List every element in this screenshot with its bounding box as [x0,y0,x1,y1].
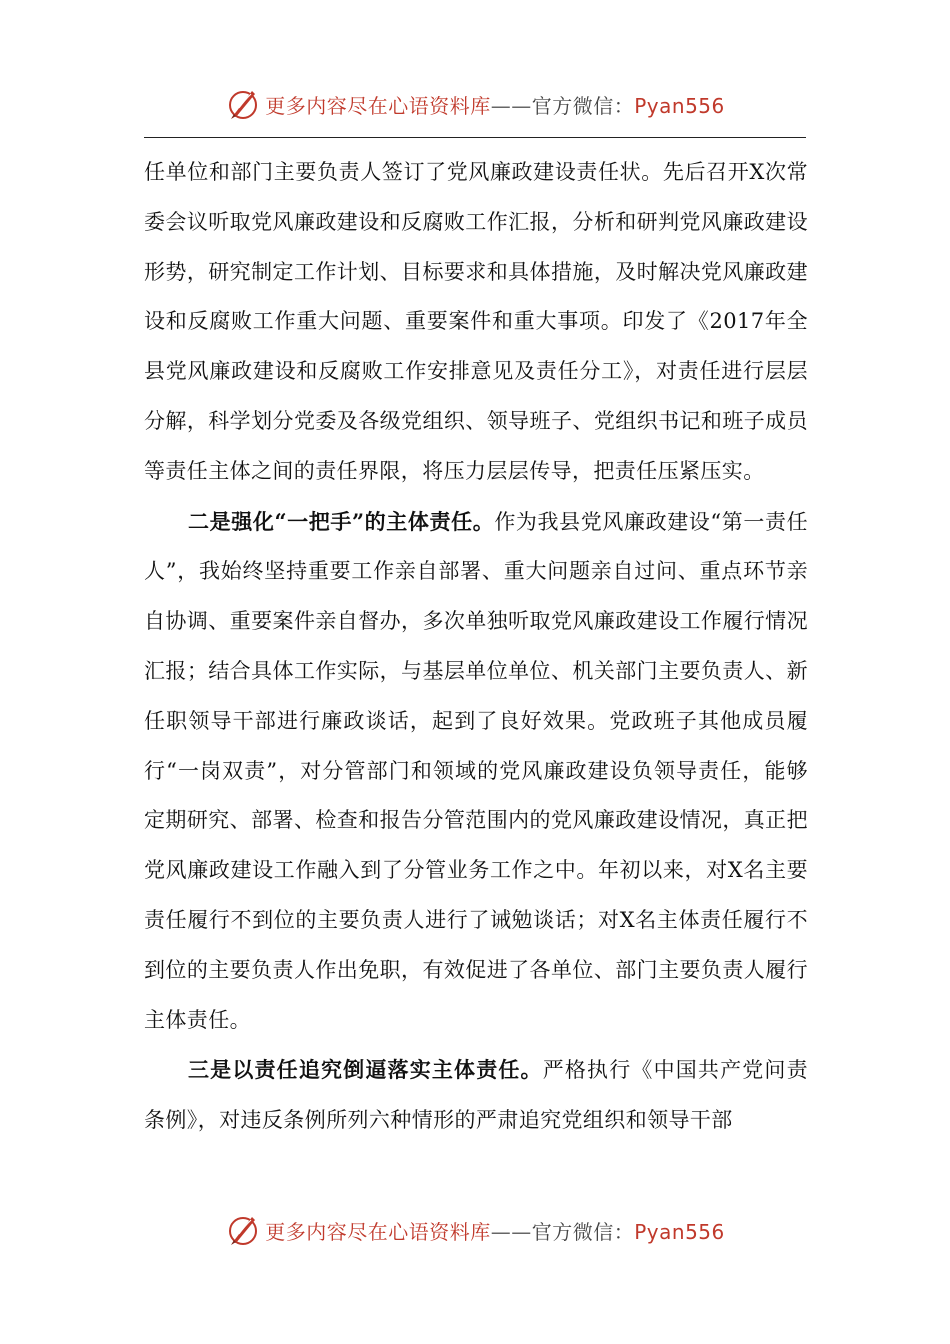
footer-banner-text [265,1216,725,1245]
paragraph-1 [144,148,808,497]
paragraph-3-text: 严格执行《中国共产党问责条例》，对违反条例所列六种情形的严肃追究党组织和领导干部 [144,1058,808,1133]
document-body [144,148,808,1146]
footer-banner [0,1210,950,1250]
paragraph-2-heading: 二是强化“一把手”的主体责任。 [188,508,495,534]
header-divider [144,137,806,138]
banner-dash: —— [490,93,532,118]
paragraph-2-text: 作为我县党风廉政建设“第一责任人”，我始终坚持重要工作亲自部署、重大问题亲自过问、重点环节亲自协调、重要案件亲自督办，多次单独听取党风廉政建设工作履行情况汇报；结合具体工作实际，与基层单位单位、机关部门主要负责人、新任职领导干部进行廉政谈话，起到了良好效果。党政班子其他成员履行“一岗双责”，对分管部门和领域的党风廉政建设负领导责任，能够定期研究、部署、检查和报告分管范围内的党风廉政建设情况，真正把党风廉政建设工作融入到了分管业务工作之中。年初以来，对X名主要责任履行不到位的主要负责人进行了诫勉谈话；对X名主体责任履行不到位的主要负责人作出免职，有效促进了各单位、部门主要负责人履行主体责任。 [144,509,808,1032]
footer-banner-dash: —— [490,1219,532,1244]
footer-banner-brand: 更多内容尽在心语资料库 [265,1219,491,1244]
banner-wechat-label: 官方微信： [531,93,635,118]
banner-brand: 更多内容尽在心语资料库 [265,93,491,118]
banner-text [265,90,725,119]
footer-banner-account: Pyan556 [634,1219,725,1244]
quill-pen-logo-icon [225,86,261,122]
banner-account: Pyan556 [634,93,725,118]
header-banner [0,84,950,124]
quill-pen-logo-icon [225,1212,261,1248]
footer-banner-wechat-label: 官方微信： [531,1219,635,1244]
paragraph-1-text: 任单位和部门主要负责人签订了党风廉政建设责任状。先后召开X次常委会议听取党风廉政建设和反腐败工作汇报，分析和研判党风廉政建设形势，研究制定工作计划、目标要求和具体措施，及时解决党风廉政建设和反腐败工作重大问题、重要案件和重大事项。印发了《2017年全县党风廉政建设和反腐败工作安排意见及责任分工》，对责任进行层层分解，科学划分党委及各级党组织、领导班子、党组织书记和班子成员等责任主体之间的责任界限，将压力层层传导，把责任压紧压实。 [144,160,808,483]
paragraph-2 [144,497,808,1046]
paragraph-3 [144,1045,808,1146]
paragraph-3-heading: 三是以责任追究倒逼落实主体责任。 [188,1057,543,1083]
